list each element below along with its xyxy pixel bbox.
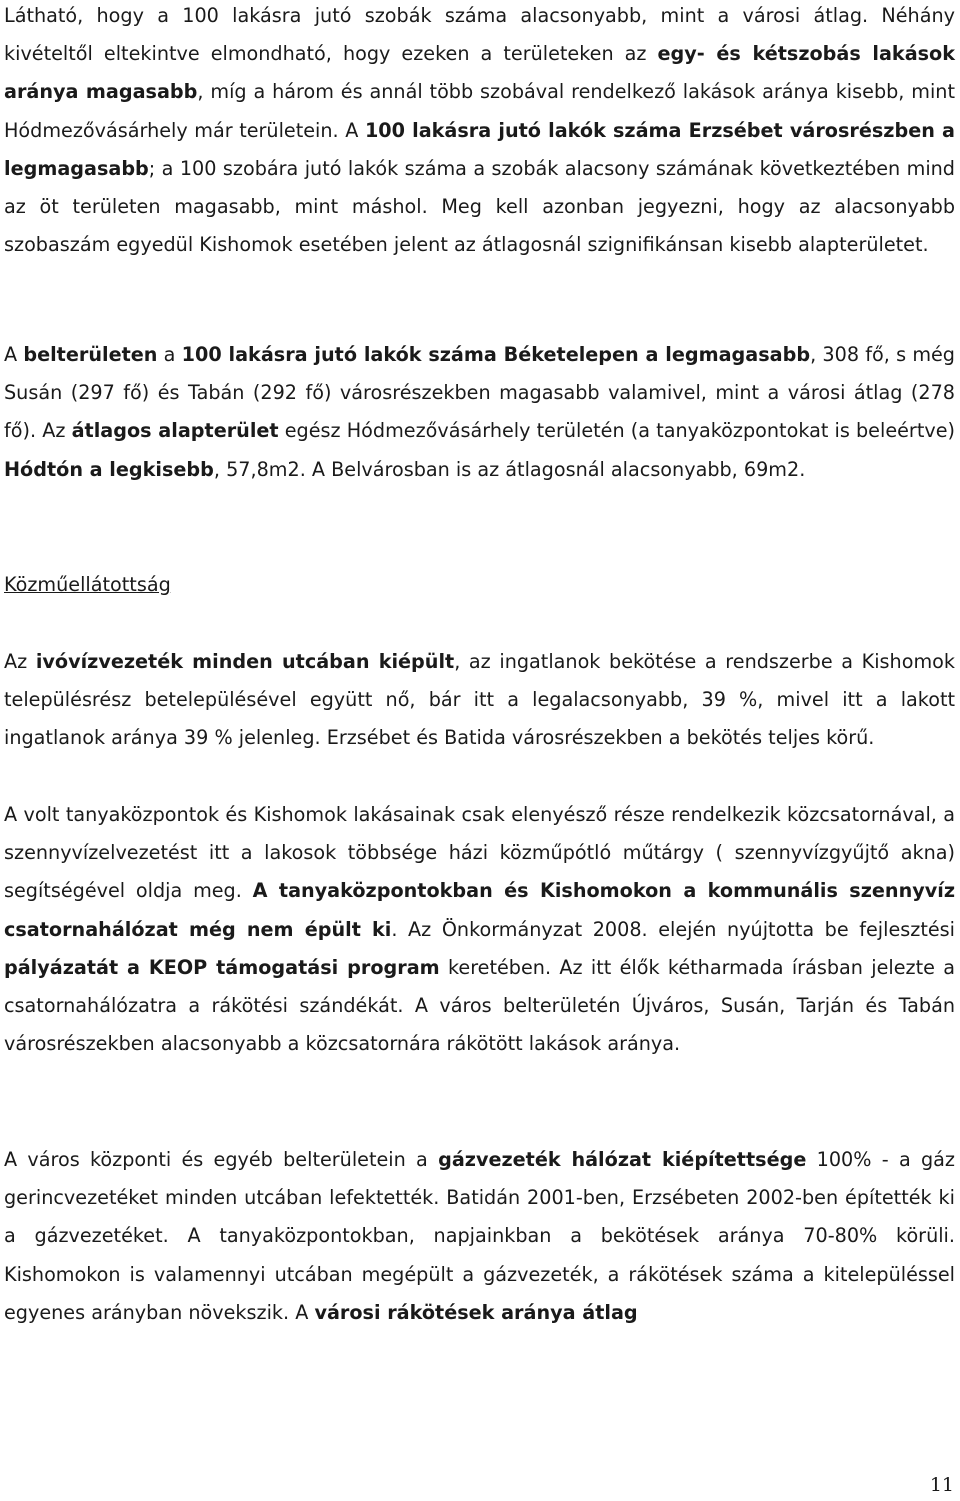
paragraph-water-supply: [4, 643, 955, 758]
paragraph-sewage: [4, 796, 955, 1063]
paragraph-rooms-per-apartment: [4, 0, 955, 264]
text-run: 100% - a gáz gerincvezetéket minden utcában lefektették. Batidán 2001-ben, Erzsébeten 2002-ben építették ki a gázvezetéket. A tanyaközpontokban, napjainkban a bekötések aránya 70-80% körüli. Kishomokon is valamennyi utcában megépült a gázvezeték, a rákötések száma a kitelepüléssel egyenes arányban növekszik. A: [4, 1148, 955, 1324]
section-heading-utilities: [4, 566, 955, 604]
bold-text-run: 100 lakásra jutó lakók száma Béketelepen a legmagasabb: [181, 343, 811, 366]
text-run: ; a 100 szobára jutó lakók száma a szobák alacsony számának következtében mind az öt területen magasabb, mint máshol. Meg kell azonban jegyezni, hogy az alacsonyabb szobaszám egyedül Kishomok esetében jelent az átlagosnál szignifikánsan kisebb alapterületet.: [4, 156, 955, 257]
bold-text-run: Hódtón a legkisebb: [4, 457, 214, 481]
paragraph-gas-network: [4, 1141, 955, 1332]
bold-text-run: belterületen: [23, 343, 158, 366]
bold-text-run: A tanyaközpontokban és Kishomokon a kommunális szennyvíz csatornahálózat még nem épült ki: [4, 879, 955, 941]
bold-text-run: ivóvízvezeték minden utcában kiépült: [35, 650, 455, 673]
text-run: Az: [4, 650, 36, 673]
bold-text-run: 100 lakásra jutó lakók száma Erzsébet városrészben a legmagasabb: [4, 118, 955, 180]
text-run: A: [4, 343, 24, 366]
text-run: , az ingatlanok bekötése a rendszerbe a Kishomok településrész betelepülésével együtt nő, bár itt a legalacsonyabb, 39 %, mivel itt a lakott ingatlanok aránya 39 % jelenleg. Erzsébet és Batida városrészekben a bekötés teljes körű.: [4, 650, 955, 750]
section-heading-text: Közműellátottság: [4, 573, 171, 596]
text-run: . Az Önkormányzat 2008. elején nyújtotta be fejlesztési: [391, 917, 956, 941]
bold-text-run: városi rákötések aránya átlag: [314, 1300, 638, 1324]
paragraph-inner-area-residents: [4, 336, 955, 489]
text-run: , 57,8m2. A Belvárosban is az átlagosnál alacsonyabb, 69m2.: [213, 457, 806, 481]
bold-text-run: átlagos alapterület: [71, 419, 279, 443]
text-run: A város központi és egyéb belterületein a: [4, 1148, 439, 1171]
bold-text-run: pályázatát a KEOP támogatási program: [4, 955, 440, 979]
text-run: , míg a három és annál több szobával rendelkező lakások aránya kisebb, mint Hódmezővásárhely már területein. A: [4, 80, 955, 142]
bold-text-run: gázvezeték hálózat kiépítettsége: [438, 1148, 807, 1171]
text-run: a: [157, 343, 182, 366]
text-run: egész Hódmezővásárhely területén (a tanyaközpontokat is beleértve): [278, 419, 955, 443]
bold-text-run: egy- és kétszobás lakások aránya magasabb: [4, 42, 955, 104]
text-run: Látható, hogy a 100 lakásra jutó szobák száma alacsonyabb, mint a városi átlag. Néhány kivételtől eltekintve elmondható, hogy ezeken a területeken az: [4, 4, 955, 66]
page-number: 11: [929, 1474, 954, 1496]
text-run: keretében. Az itt élők kétharmada írásban jelezte a csatornahálózatra a rákötési szándékát. A város belterületén Újváros, Susán, Tarján és Tabán városrészekben alacsonyabb a közcsatornára rákötött lakások aránya.: [4, 955, 955, 1056]
text-run: A volt tanyaközpontok és Kishomok lakásainak csak elenyésző része rendelkezik közcsatornával, a szennyvízelvezetést itt a lakosok többsége házi közműpótló műtárgy ( szennyvízgyűjtő akna) segítségével oldja meg.: [4, 803, 955, 903]
text-run: , 308 fő, s még Susán (297 fő) és Tabán (292 fő) városrészekben magasabb valamivel, mint a városi átlag (278 fő). Az: [4, 343, 955, 443]
